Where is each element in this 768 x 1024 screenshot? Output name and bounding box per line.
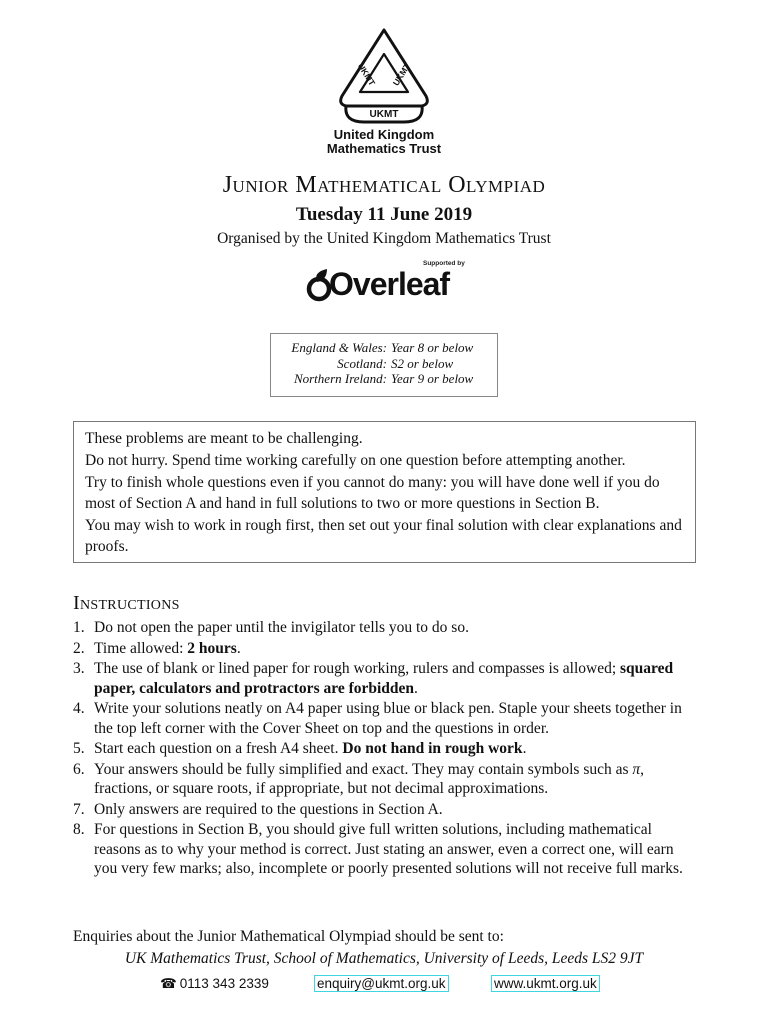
instruction-number: 5.: [73, 740, 85, 757]
instructions-list: [73, 618, 698, 880]
instruction-text: Your answers should be fully simplified and exact. They may contain symbols such as π, fractions, or square roots, if appropriate, but not decimal approximations.: [94, 760, 645, 797]
website-link[interactable]: www.ukmt.org.uk: [491, 975, 600, 992]
eligibility-box: [270, 333, 498, 397]
instruction-number: 6.: [73, 760, 85, 778]
ukmt-logo: [334, 26, 434, 126]
svg-text:UKMT: UKMT: [390, 61, 413, 88]
instruction-number: 2.: [73, 639, 85, 657]
instruction-text: Only answers are required to the questions in Section A.: [94, 800, 443, 818]
organisation-name: [0, 128, 768, 156]
eligibility-row: [271, 371, 497, 387]
sponsor-supported-by: Supported by: [423, 260, 465, 267]
instruction-item: [73, 739, 698, 759]
sponsor-name: Overleaf: [329, 266, 450, 302]
svg-text:UKMT: UKMT: [369, 109, 399, 120]
email-link[interactable]: enquiry@ukmt.org.uk: [314, 975, 449, 992]
org-line-2: Mathematics Trust: [326, 141, 442, 156]
instruction-number: 1.: [73, 619, 85, 636]
svg-text:UKMT: UKMT: [355, 61, 378, 88]
intro-paragraph: You may wish to work in rough first, then set out your final solution with clear explanations and proofs.: [85, 517, 682, 555]
instruction-item: [73, 659, 698, 698]
instruction-text: Time allowed: 2 hours.: [94, 639, 241, 657]
instruction-item: [73, 760, 698, 799]
eligibility-region: Scotland:: [337, 355, 387, 371]
instruction-item: [73, 699, 698, 738]
instruction-item: [73, 800, 698, 820]
phone-number-group: [160, 976, 269, 992]
instruction-text: The use of blank or lined paper for rough working, rulers and compasses is allowed; squared paper, calculators and protractors are forbidden.: [94, 660, 674, 697]
intro-box: [73, 421, 696, 563]
paper-title: Junior Mathematical Olympiad: [222, 172, 546, 198]
enquiries-text: Enquiries about the Junior Mathematical Olympiad should be sent to:: [73, 928, 504, 945]
instruction-text: Write your solutions neatly on A4 paper using blue or black pen. Staple your sheets together in the top left corner with the Cover Sheet on top and the questions in order.: [94, 700, 682, 737]
org-line-1: United Kingdom: [333, 127, 435, 142]
postal-address: UK Mathematics Trust, School of Mathematics, University of Leeds, Leeds LS2 9JT: [124, 950, 644, 967]
instruction-number: 8.: [73, 821, 85, 838]
intro-paragraph: Do not hurry. Spend time working carefully on one question before attempting another.: [85, 452, 626, 469]
exam-date: Tuesday 11 June 2019: [295, 204, 473, 225]
eligibility-row: [271, 340, 497, 356]
instruction-number: 3.: [73, 660, 85, 677]
eligibility-year: Year 8 or below: [391, 340, 474, 355]
telephone-icon: ☎: [160, 976, 177, 991]
instruction-number: 7.: [73, 800, 85, 818]
eligibility-year: S2 or below: [391, 355, 454, 371]
instruction-item: [73, 618, 698, 638]
eligibility-region: England & Wales:: [291, 340, 387, 355]
instruction-text: Do not open the paper until the invigilator tells you to do so.: [94, 619, 469, 636]
sponsor-logo: [305, 260, 465, 306]
instruction-text: For questions in Section B, you should give full written solutions, including mathematical reasons as to why your method is correct. Just stating an answer, even a correct one, will earn you very few marks; also, incomplete or poorly presented solutions will not receive full marks.: [94, 821, 683, 877]
phone-number: 0113 343 2339: [179, 976, 269, 991]
eligibility-region: Northern Ireland:: [293, 371, 387, 386]
intro-paragraph: Try to finish whole questions even if you cannot do many: you will have done well if you do most of Section A and hand in full solutions to two or more questions in Section B.: [85, 474, 660, 512]
instructions-heading: Instructions: [73, 592, 180, 614]
intro-paragraph: These problems are meant to be challenging.: [85, 430, 363, 447]
organised-by: Organised by the United Kingdom Mathematics Trust: [217, 230, 551, 247]
instruction-item: [73, 820, 698, 879]
instruction-item: [73, 639, 698, 659]
instruction-number: 4.: [73, 700, 85, 717]
eligibility-row: [271, 356, 497, 372]
eligibility-year: Year 9 or below: [391, 371, 474, 386]
instruction-text: Start each question on a fresh A4 sheet. Do not hand in rough work.: [94, 740, 527, 757]
